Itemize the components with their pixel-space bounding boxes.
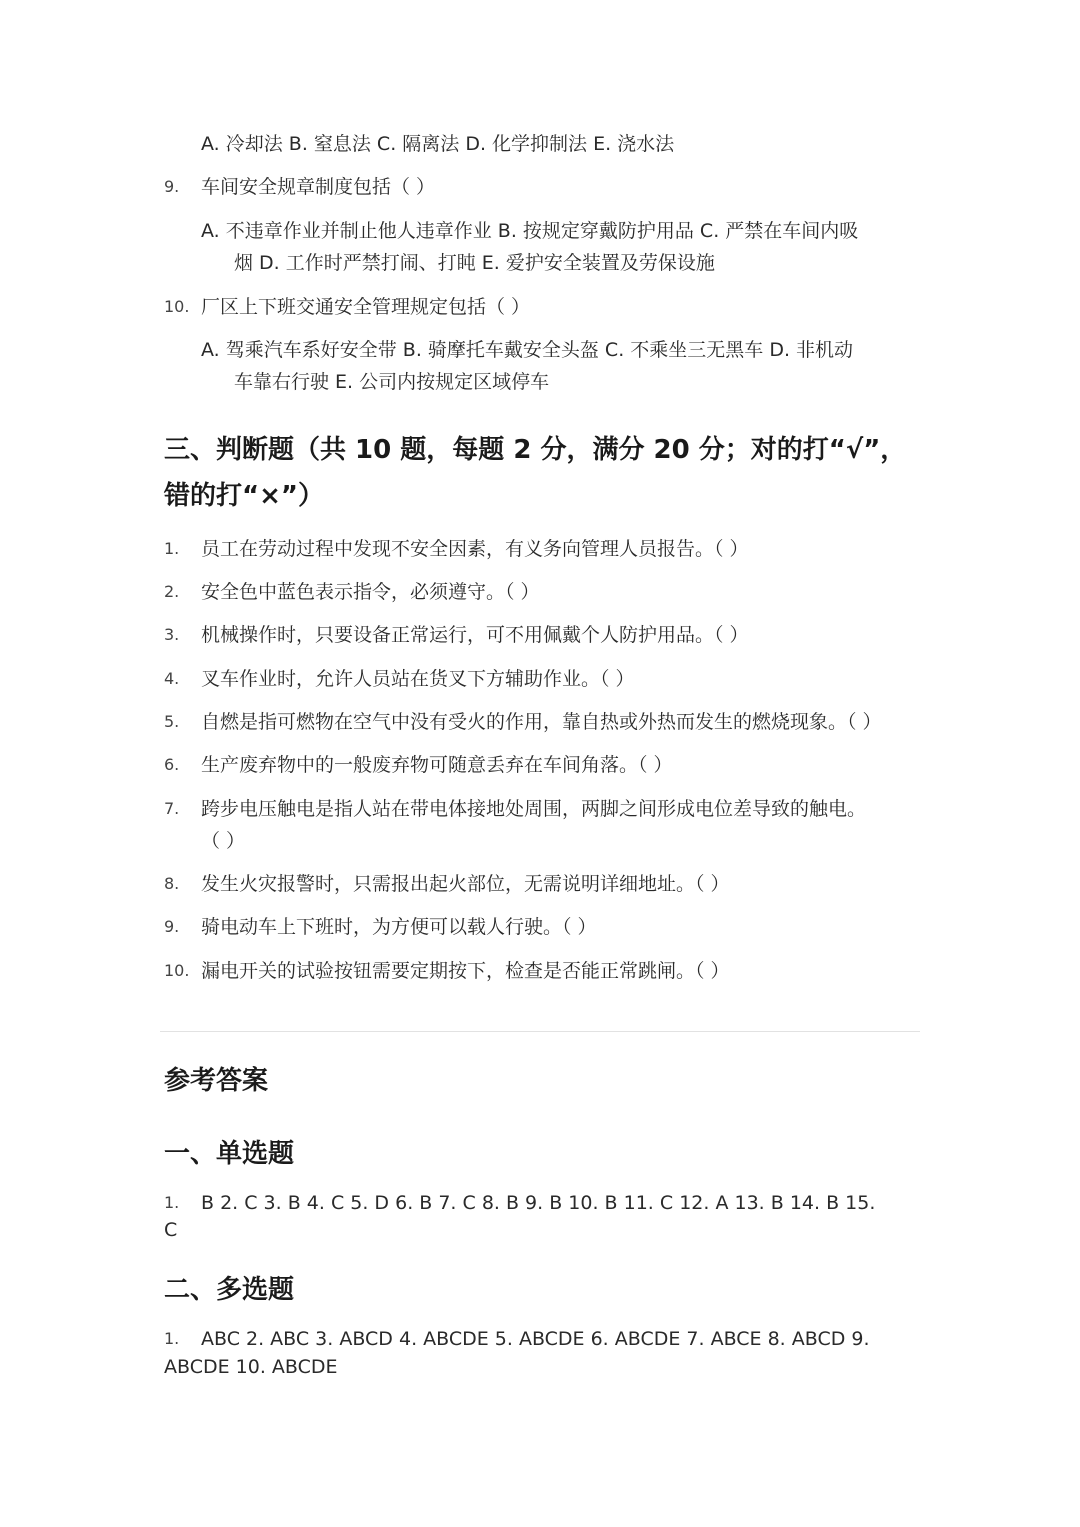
tf-item-number: 3. xyxy=(164,625,180,644)
q8-options: A. 冷却法 B. 窒息法 C. 隔离法 D. 化学抑制法 E. 浇水法 xyxy=(201,133,675,155)
tf-item-number: 2. xyxy=(164,582,180,601)
answers-multi-line2: ABCDE 10. ABCDE xyxy=(164,1356,338,1378)
tf-item-number: 6. xyxy=(164,755,180,774)
tf-item-text: 生产废弃物中的一般废弃物可随意丢弃在车间角落。（ ） xyxy=(201,754,673,776)
tf-item-text: 发生火灾报警时，只需报出起火部位，无需说明详细地址。（ ） xyxy=(201,873,730,895)
answers-multi-number: 1. xyxy=(164,1329,180,1348)
tf-item-text: 员工在劳动过程中发现不安全因素，有义务向管理人员报告。（ ） xyxy=(201,538,749,560)
answers-single-number: 1. xyxy=(164,1193,180,1212)
answers-single-line1: B 2. C 3. B 4. C 5. D 6. B 7. C 8. B 9. B 10. B 11. C 12. A 13. B 14. B 15. xyxy=(201,1192,876,1214)
q9-options-line1: A. 不违章作业并制止他人违章作业 B. 按规定穿戴防护用品 C. 严禁在车间内吸 xyxy=(201,220,859,242)
q10-options-line2: 车靠右行驶 E. 公司内按规定区域停车 xyxy=(234,371,550,393)
section3-heading-line1: 三、判断题（共 10 题，每题 2 分，满分 20 分；对的打“√”， xyxy=(164,435,907,465)
answers-single-heading: 一、单选题 xyxy=(164,1139,295,1169)
answers-multi-heading: 二、多选题 xyxy=(164,1275,295,1305)
answers-single-line2: C xyxy=(164,1219,178,1241)
section3-heading-line2: 错的打“×”） xyxy=(164,481,324,511)
answers-multi-line1: ABC 2. ABC 3. ABCD 4. ABCDE 5. ABCDE 6. ABCDE 7. ABCE 8. ABCD 9. xyxy=(201,1328,870,1350)
tf-item-number: 7. xyxy=(164,799,180,818)
tf-item-text: 机械操作时，只要设备正常运行，可不用佩戴个人防护用品。（ ） xyxy=(201,624,749,646)
tf-item-text: 漏电开关的试验按钮需要定期按下，检查是否能正常跳闸。（ ） xyxy=(201,960,730,982)
q9-options-line2: 烟 D. 工作时严禁打闹、打盹 E. 爱护安全装置及劳保设施 xyxy=(234,252,715,274)
tf-item-number: 5. xyxy=(164,712,180,731)
q9-question: 车间安全规章制度包括（ ） xyxy=(201,176,436,198)
tf-item-text: 骑电动车上下班时，为方便可以载人行驶。（ ） xyxy=(201,916,597,938)
tf-item-number: 10. xyxy=(164,961,190,980)
section-divider xyxy=(160,1031,920,1032)
q10-options-line1: A. 驾乘汽车系好安全带 B. 骑摩托车戴安全头盔 C. 不乘坐三无黑车 D. 非机动 xyxy=(201,339,854,361)
q10-question: 厂区上下班交通安全管理规定包括（ ） xyxy=(201,296,531,318)
answers-title: 参考答案 xyxy=(164,1066,269,1096)
tf-item-number: 8. xyxy=(164,874,180,893)
tf-item-number: 4. xyxy=(164,669,180,688)
tf-item-text: 安全色中蓝色表示指令，必须遵守。（ ） xyxy=(201,581,540,603)
tf-item-text: 跨步电压触电是指人站在带电体接地处周围，两脚之间形成电位差导致的触电。 xyxy=(201,798,867,820)
tf-item-text-continued: （ ） xyxy=(201,830,246,852)
tf-item-number: 1. xyxy=(164,539,180,558)
q10-number: 10. xyxy=(164,297,190,316)
tf-item-text: 自燃是指可燃物在空气中没有受火的作用，靠自热或外热而发生的燃烧现象。（ ） xyxy=(201,711,882,733)
q9-number: 9. xyxy=(164,177,180,196)
tf-item-number: 9. xyxy=(164,917,180,936)
tf-item-text: 叉车作业时，允许人员站在货叉下方辅助作业。（ ） xyxy=(201,668,635,690)
